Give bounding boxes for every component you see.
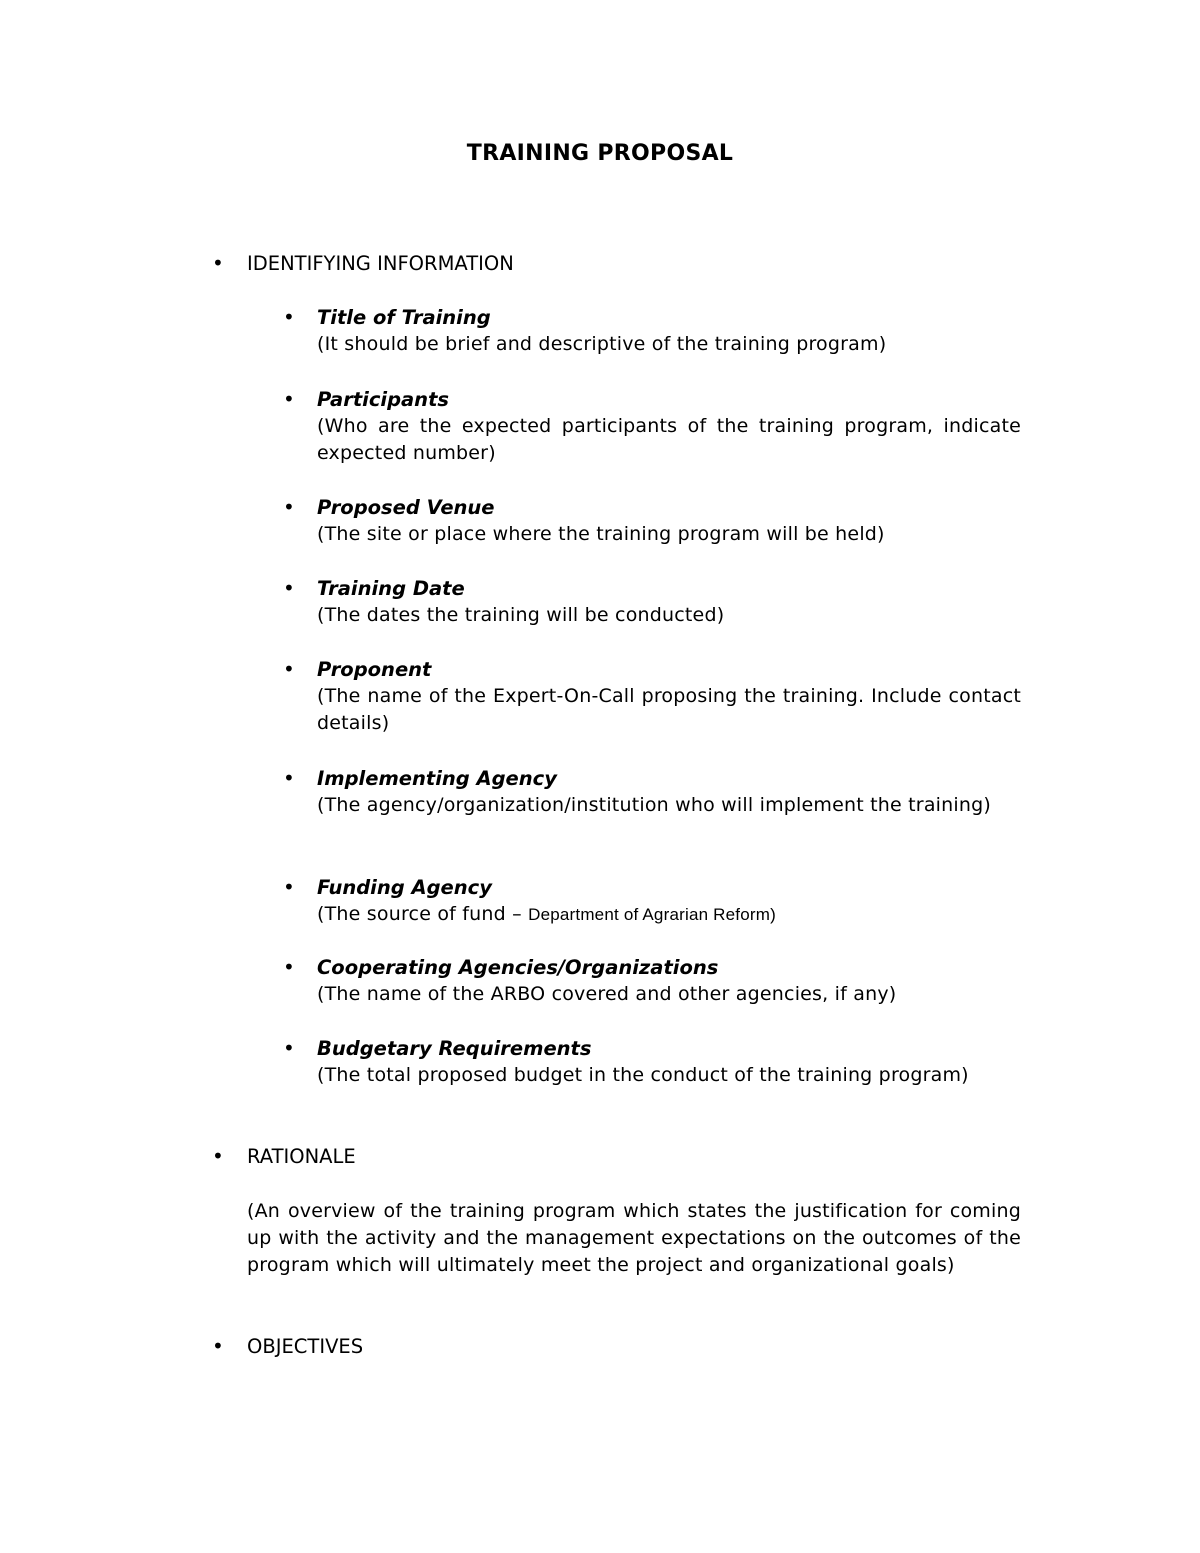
bullet-icon: • [283, 1036, 295, 1060]
bullet-icon: • [283, 875, 295, 899]
list-item [317, 1035, 1021, 1089]
item-description: (The name of the Expert-On-Call proposing the training. Include contact details) [317, 685, 1021, 734]
item-title: Cooperating Agencies/Organizations [317, 956, 719, 979]
bullet-icon: • [212, 1334, 224, 1358]
section-heading-objectives: OBJECTIVES [247, 1335, 364, 1358]
list-item [317, 386, 1021, 467]
bullet-icon: • [283, 576, 295, 600]
list-item [317, 954, 1021, 1008]
item-description-agency: Department of Agrarian Reform) [528, 905, 776, 924]
item-description: (The dates the training will be conducted) [317, 604, 725, 626]
bullet-icon: • [283, 955, 295, 979]
item-title: Proponent [317, 658, 432, 681]
bullet-icon: • [212, 1144, 224, 1168]
item-title: Budgetary Requirements [317, 1037, 592, 1060]
item-description: (The agency/organization/institution who will implement the training) [317, 794, 991, 816]
item-description: (It should be brief and descriptive of the training program) [317, 333, 887, 355]
item-description: (Who are the expected participants of the training program, indicate expected number) [317, 415, 1021, 464]
item-description: (The name of the ARBO covered and other agencies, if any) [317, 983, 897, 1005]
bullet-icon: • [283, 766, 295, 790]
bullet-icon: • [283, 495, 295, 519]
bullet-icon: • [212, 251, 224, 275]
item-description: (The total proposed budget in the conduct of the training program) [317, 1064, 969, 1086]
list-item [317, 494, 1021, 548]
list-item [317, 874, 1021, 928]
item-title: Implementing Agency [317, 767, 557, 790]
item-title: Proposed Venue [317, 496, 495, 519]
list-item [317, 765, 1021, 819]
item-description-prefix: (The source of fund – [317, 903, 529, 925]
list-item [317, 575, 1021, 629]
item-description [317, 901, 1021, 928]
item-title: Title of Training [317, 306, 491, 329]
item-title: Participants [317, 388, 449, 411]
item-title: Funding Agency [317, 876, 492, 899]
section-heading-identifying: IDENTIFYING INFORMATION [247, 252, 514, 275]
rationale-paragraph: (An overview of the training program which states the justification for coming up with the activity and the management expectations on the outcomes of the program which will ultimately meet the project and organizational goals) [247, 1200, 1021, 1276]
document-title: TRAINING PROPOSAL [466, 141, 734, 166]
bullet-icon: • [283, 305, 295, 329]
bullet-icon: • [283, 657, 295, 681]
list-item [317, 656, 1021, 737]
bullet-icon: • [283, 387, 295, 411]
item-description: (The site or place where the training program will be held) [317, 523, 885, 545]
item-title: Training Date [317, 577, 465, 600]
section-heading-rationale: RATIONALE [247, 1145, 356, 1168]
list-item [317, 304, 1021, 358]
